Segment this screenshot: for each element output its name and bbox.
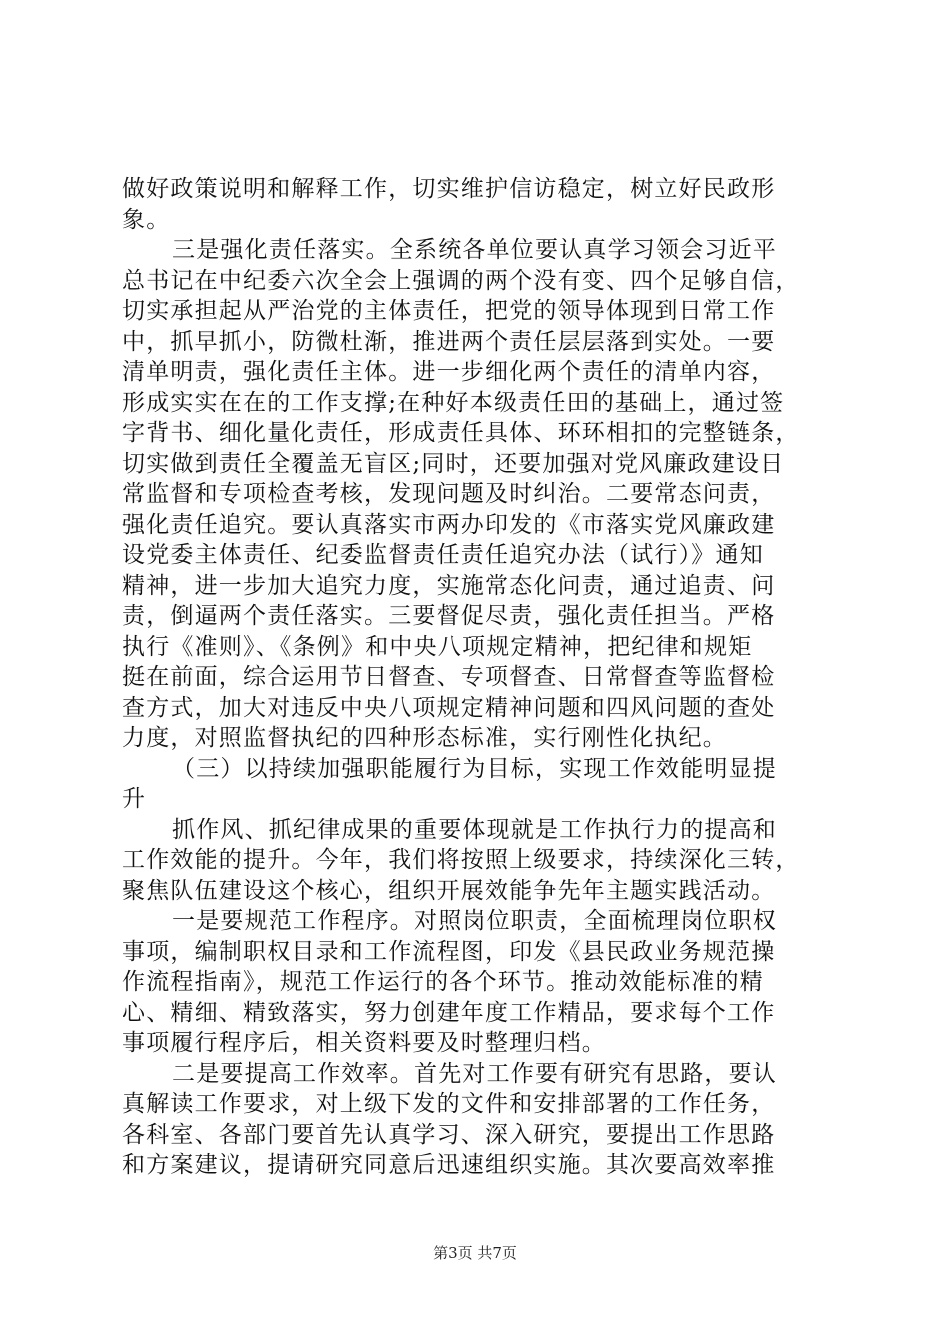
text-line: 精神，进一步加大追究力度，实施常态化问责，通过追责、问	[122, 572, 776, 599]
text-line: 心、精细、精致落实，努力创建年度工作精品，要求每个工作	[122, 999, 776, 1026]
text-line: 各科室、各部门要首先认真学习、深入研究，要提出工作思路	[122, 1121, 776, 1148]
text-line: 和方案建议，提请研究同意后迅速组织实施。其次要高效率推	[122, 1152, 776, 1178]
text-line: 责，倒逼两个责任落实。三要督促尽责，强化责任担当。严格	[122, 603, 776, 629]
text-line: 抓作风、抓纪律成果的重要体现就是工作执行力的提高和	[172, 816, 777, 843]
page-number-footer: 第3页 共7页	[433, 1244, 517, 1262]
text-line: （三）以持续加强职能履行为目标，实现工作效能明显提	[172, 755, 777, 782]
text-line: 事项履行程序后，相关资料要及时整理归档。	[122, 1030, 606, 1056]
text-line: 总书记在中纪委六次全会上强调的两个没有变、四个足够自信，	[122, 267, 800, 294]
text-line: 聚焦队伍建设这个核心，组织开展效能争先年主题实践活动。	[122, 877, 776, 904]
text-line: 设党委主体责任、纪委监督责任责任追究办法（试行）》通知	[122, 542, 764, 568]
text-line: 查方式，加大对违反中央八项规定精神问题和四风问题的查处	[122, 694, 776, 721]
text-line: 常监督和专项检查考核，发现问题及时纠治。二要常态问责，	[122, 481, 776, 507]
text-line: 形成实实在在的工作支撑;在种好本级责任田的基础上，通过签	[122, 389, 785, 416]
text-line: 清单明责，强化责任主体。进一步细化两个责任的清单内容，	[122, 359, 776, 385]
text-line: 象。	[122, 206, 171, 233]
text-line: 真解读工作要求，对上级下发的文件和安排部署的工作任务，	[122, 1091, 776, 1117]
text-line: 做好政策说明和解释工作，切实维护信访稳定，树立好民政形	[122, 176, 776, 202]
text-line: 事项，编制职权目录和工作流程图，印发《县民政业务规范操	[122, 938, 776, 965]
text-line: 一是要规范工作程序。对照岗位职责，全面梳理岗位职权	[172, 908, 777, 934]
text-line: 二是要提高工作效率。首先对工作要有研究有思路，要认	[172, 1060, 777, 1087]
text-line: 字背书、细化量化责任，形成责任具体、环环相扣的完整链条，	[122, 420, 800, 446]
text-line: 工作效能的提升。今年，我们将按照上级要求，持续深化三转，	[122, 847, 800, 873]
text-line: 切实承担起从严治党的主体责任，把党的领导体现到日常工作	[122, 298, 776, 324]
text-line: 力度，对照监督执纪的四种形态标准，实行刚性化执纪。	[122, 725, 727, 751]
text-line: 作流程指南》，规范工作运行的各个环节。推动效能标准的精	[122, 969, 764, 995]
text-line: 切实做到责任全覆盖无盲区;同时，还要加强对党风廉政建设日	[122, 450, 785, 477]
document-body	[122, 174, 832, 1181]
text-line: 升	[122, 786, 147, 812]
text-line: 执行《准则》、《条例》和中央八项规定精神，把纪律和规矩	[122, 633, 753, 660]
text-line: 挺在前面，综合运用节日督查、专项督查、日常督查等监督检	[122, 664, 776, 690]
text-line: 中，抓早抓小，防微杜渐，推进两个责任层层落到实处。一要	[122, 328, 776, 355]
text-line: 强化责任追究。要认真落实市两办印发的《市落实党风廉政建	[122, 511, 776, 538]
text-line: 三是强化责任落实。全系统各单位要认真学习领会习近平	[172, 237, 777, 263]
